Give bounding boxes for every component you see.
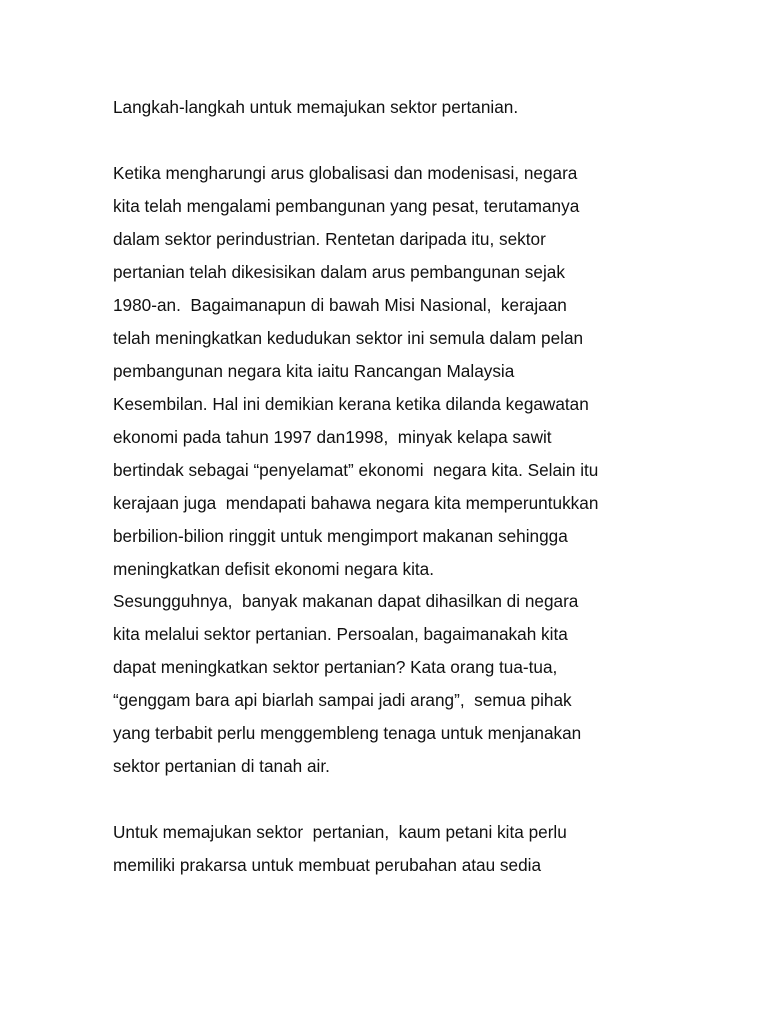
document-title: Langkah-langkah untuk memajukan sektor pertanian. bbox=[113, 97, 519, 117]
paragraph-2-line: Sesungguhnya, banyak makanan dapat dihasilkan di negara bbox=[113, 591, 579, 611]
paragraph-1-line: telah meningkatkan kedudukan sektor ini semula dalam pelan bbox=[113, 328, 584, 348]
paragraph-1-line: ekonomi pada tahun 1997 dan1998, minyak kelapa sawit bbox=[113, 427, 552, 447]
paragraph-3-line: Untuk memajukan sektor pertanian, kaum petani kita perlu bbox=[113, 822, 567, 842]
paragraph-3-line: memiliki prakarsa untuk membuat perubahan atau sedia bbox=[113, 855, 542, 875]
paragraph-1-line: dalam sektor perindustrian. Rentetan daripada itu, sektor bbox=[113, 229, 546, 249]
paragraph-1-line: pertanian telah dikesisikan dalam arus pembangunan sejak bbox=[113, 262, 565, 282]
paragraph-1-line: Ketika mengharungi arus globalisasi dan modenisasi, negara bbox=[113, 163, 578, 183]
paragraph-2-line: kita melalui sektor pertanian. Persoalan, bagaimanakah kita bbox=[113, 624, 568, 644]
paragraph-2-line: “genggam bara api biarlah sampai jadi arang”, semua pihak bbox=[113, 690, 572, 710]
paragraph-1-line: berbilion-bilion ringgit untuk mengimport makanan sehingga bbox=[113, 526, 568, 546]
paragraph-2-line: yang terbabit perlu menggembleng tenaga untuk menjanakan bbox=[113, 723, 582, 743]
paragraph-2-line: dapat meningkatkan sektor pertanian? Kata orang tua-tua, bbox=[113, 657, 558, 677]
paragraph-1-line: Kesembilan. Hal ini demikian kerana ketika dilanda kegawatan bbox=[113, 394, 589, 414]
paragraph-1-line: 1980-an. Bagaimanapun di bawah Misi Nasional, kerajaan bbox=[113, 295, 567, 315]
paragraph-1-line: kita telah mengalami pembangunan yang pesat, terutamanya bbox=[113, 196, 580, 216]
paragraph-1-line: meningkatkan defisit ekonomi negara kita. bbox=[113, 559, 435, 579]
paragraph-1-line: bertindak sebagai “penyelamat” ekonomi negara kita. Selain itu bbox=[113, 460, 599, 480]
paragraph-1-line: pembangunan negara kita iaitu Rancangan Malaysia bbox=[113, 361, 515, 381]
paragraph-2-line: sektor pertanian di tanah air. bbox=[113, 756, 330, 776]
paragraph-1-line: kerajaan juga mendapati bahawa negara kita memperuntukkan bbox=[113, 493, 599, 513]
